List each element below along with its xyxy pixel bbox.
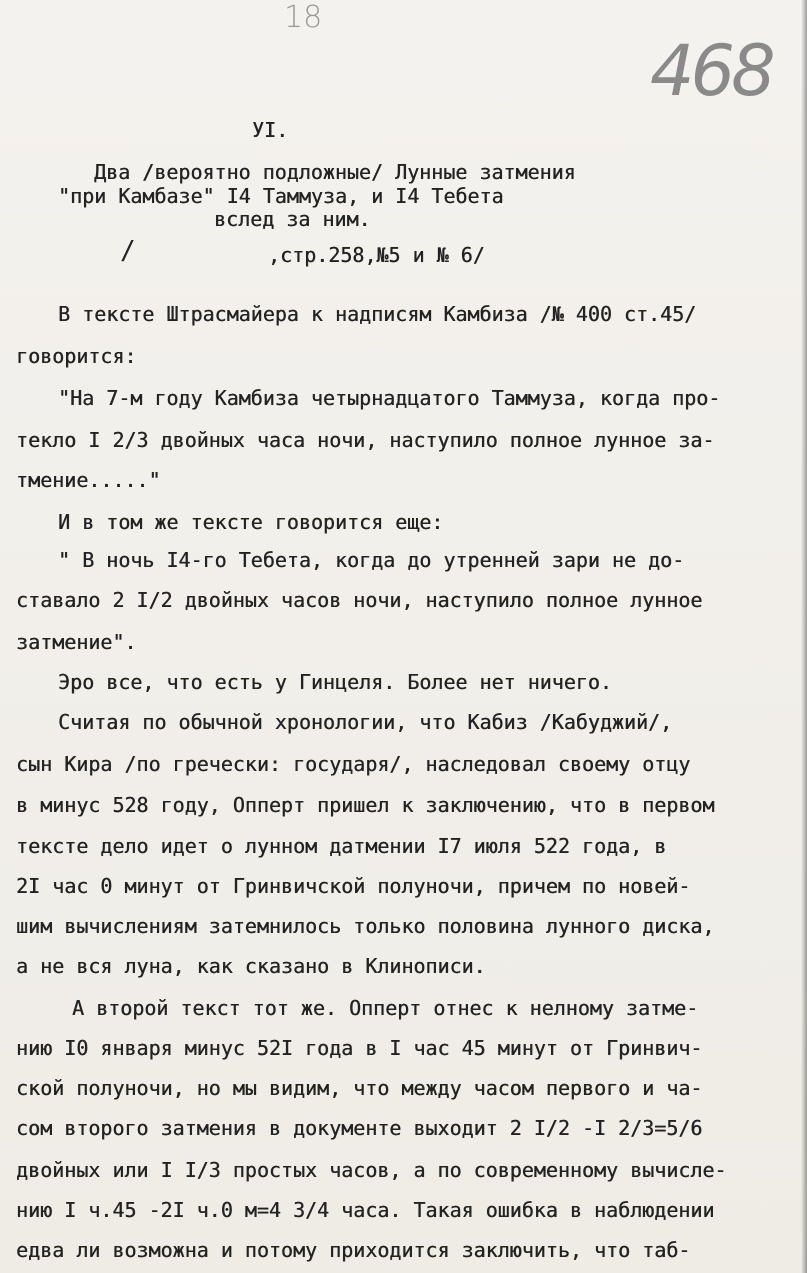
- source-reference: ,стр.258,№5 и № 6/: [268, 243, 485, 267]
- pencil-page-number: 468: [650, 30, 772, 112]
- body-line: " В ночь I4-го Тебета, когда до утренней зари не до-: [58, 548, 685, 572]
- body-line: тексте дело идет о лунном датмении I7 июля 522 года, в: [16, 834, 667, 858]
- body-line: сын Кира /по гречески: государя/, наследовал своему отцу: [16, 752, 691, 776]
- pencil-sheet-number: 18: [284, 0, 323, 35]
- body-line: текло I 2/3 двойных часа ночи, наступило полное лунное за-: [16, 428, 715, 452]
- body-line: А второй текст тот же. Опперт отнес к нелному затме-: [72, 996, 699, 1020]
- chapter-number: УI.: [252, 118, 289, 142]
- chapter-title-line-3: вслед за ним.: [214, 207, 371, 231]
- body-line: в минус 528 году, Опперт пришел к заключению, что в первом: [16, 793, 715, 817]
- body-line: ставало 2 I/2 двойных часов ночи, наступило полное лунное: [16, 588, 703, 612]
- body-line: нию I ч.45 -2I ч.0 м=4 3/4 часа. Такая ошибка в наблюдении: [16, 1198, 715, 1222]
- body-line: Считая по обычной хронологии, что Кабиз /Кабуджий/,: [58, 710, 673, 734]
- body-line: "На 7-м году Камбиза четырнадцатого Таммуза, когда про-: [58, 386, 721, 410]
- body-line: И в том же тексте говорится еще:: [58, 510, 444, 534]
- reference-slash: /: [120, 236, 136, 266]
- body-line: тмение.....": [16, 468, 161, 492]
- body-line: нию I0 января минус 52I года в I час 45 минут от Гринвич-: [16, 1036, 703, 1060]
- body-line: а не вся луна, как сказано в Клинописи.: [16, 954, 486, 978]
- body-line: едва ли возможна и потому приходится заключить, что таб-: [16, 1238, 691, 1262]
- body-line: ской полуночи, но мы видим, что между часом первого и ча-: [16, 1076, 703, 1100]
- body-line: шим вычислениям затемнилось только половина лунного диска,: [16, 914, 715, 938]
- body-line: 2I час 0 минут от Гринвичской полуночи, причем по новей-: [16, 874, 691, 898]
- body-line: говорится:: [16, 344, 137, 368]
- page-edge-shadow: [801, 0, 807, 1273]
- chapter-title-line-2: "при Камбазе" I4 Таммуза, и I4 Тебета: [58, 184, 504, 208]
- body-line: затмение".: [16, 630, 137, 654]
- body-line: сом второго затмения в документе выходит 2 I/2 -I 2/3=5/6: [16, 1116, 703, 1140]
- body-line: Эро все, что есть у Гинцеля. Более нет ничего.: [58, 670, 612, 694]
- body-line: двойных или I I/3 простых часов, а по современному вычисле-: [16, 1158, 727, 1182]
- body-line: В тексте Штрасмайера к надписям Камбиза /№ 400 ст.45/: [58, 302, 697, 326]
- chapter-title-line-1: Два /вероятно подложные/ Лунные затмения: [94, 160, 576, 184]
